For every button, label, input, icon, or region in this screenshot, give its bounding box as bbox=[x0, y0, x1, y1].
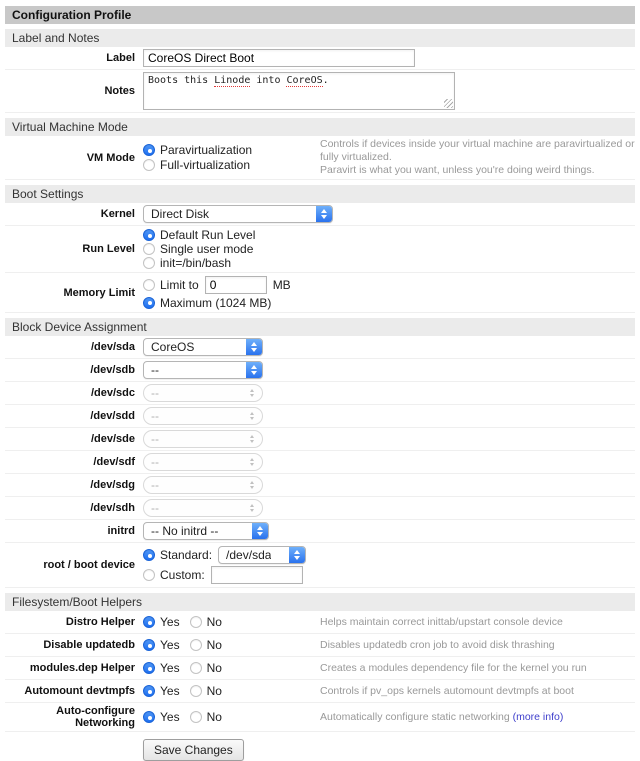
modules-dep-yes-radio[interactable] bbox=[143, 662, 155, 674]
section-filesystem-boot-helpers: Filesystem/Boot Helpers bbox=[5, 593, 635, 611]
memory-limit-input[interactable] bbox=[205, 276, 267, 294]
auto-configure-networking-help: Automatically configure static networking (more info) bbox=[320, 710, 564, 723]
device-row-sdf: /dev/sdf -- bbox=[5, 451, 635, 474]
page-title: Configuration Profile bbox=[5, 6, 635, 24]
helper-row-modules-dep: modules.dep Helper Yes No Creates a modules dependency file for the kernel you run bbox=[5, 657, 635, 680]
vm-mode-row: VM Mode Paravirtualization Full-virtualization Controls if devices inside your virtual machine are paravirtualized or fully virtualized. Paravirt is what you want, unless you're doing weird things. bbox=[5, 136, 635, 180]
run-level-row: Run Level Default Run Level Single user mode init=/bin/bash bbox=[5, 226, 635, 273]
device-row-sdh: /dev/sdh -- bbox=[5, 497, 635, 520]
vm-mode-help: Controls if devices inside your virtual machine are paravirtualized or fully virtualized. Paravirt is what you want, unless you're doing weird things. bbox=[320, 138, 635, 176]
root-standard-select[interactable]: /dev/sda bbox=[218, 546, 306, 564]
select-arrows-icon bbox=[245, 385, 259, 401]
root-custom-input[interactable] bbox=[211, 566, 303, 584]
label-field-label: Label bbox=[106, 52, 135, 64]
sda-select[interactable]: CoreOS bbox=[143, 338, 263, 356]
automount-devtmpfs-yes-radio[interactable] bbox=[143, 685, 155, 697]
initrd-row: initrd -- No initrd -- bbox=[5, 520, 635, 543]
notes-field-label: Notes bbox=[104, 85, 135, 97]
select-arrows-icon bbox=[289, 547, 305, 563]
notes-row bbox=[5, 70, 635, 113]
root-custom-radio[interactable] bbox=[143, 569, 155, 581]
run-level-label: Run Level bbox=[82, 243, 135, 255]
select-arrows-icon bbox=[252, 523, 268, 539]
modules-dep-no-radio[interactable] bbox=[190, 662, 202, 674]
automount-devtmpfs-help: Controls if pv_ops kernels automount devtmpfs at boot bbox=[320, 684, 574, 697]
auto-configure-networking-no-radio[interactable] bbox=[190, 711, 202, 723]
distro-helper-no-radio[interactable] bbox=[190, 616, 202, 628]
sdg-select: -- bbox=[143, 476, 263, 494]
section-boot-settings: Boot Settings bbox=[5, 185, 635, 203]
device-row-sdc: /dev/sdc -- bbox=[5, 382, 635, 405]
helper-row-networking: Auto-configure Networking Yes No Automatically configure static networking (more info) bbox=[5, 703, 635, 732]
memory-maximum-radio[interactable] bbox=[143, 297, 155, 309]
root-boot-device-label: root / boot device bbox=[43, 559, 135, 571]
device-row-sdd: /dev/sdd -- bbox=[5, 405, 635, 428]
run-level-default-radio[interactable] bbox=[143, 229, 155, 241]
helper-row-devtmpfs: Automount devtmpfs Yes No Controls if pv_ops kernels automount devtmpfs at boot bbox=[5, 680, 635, 703]
run-level-init-binbash-radio[interactable] bbox=[143, 257, 155, 269]
vm-mode-label: VM Mode bbox=[86, 151, 135, 164]
device-row-sdg: /dev/sdg -- bbox=[5, 474, 635, 497]
more-info-link[interactable]: (more info) bbox=[512, 710, 564, 723]
root-standard-radio[interactable] bbox=[143, 549, 155, 561]
sdf-select: -- bbox=[143, 453, 263, 471]
sdd-select: -- bbox=[143, 407, 263, 425]
label-row bbox=[5, 47, 635, 70]
helper-row-updatedb: Disable updatedb Yes No Disables updatedb cron job to avoid disk thrashing bbox=[5, 634, 635, 657]
select-arrows-icon bbox=[246, 339, 262, 355]
device-row-sdb: /dev/sdb -- bbox=[5, 359, 635, 382]
initrd-select[interactable]: -- No initrd -- bbox=[143, 522, 269, 540]
select-arrows-icon bbox=[245, 477, 259, 493]
section-label-and-notes: Label and Notes bbox=[5, 29, 635, 47]
select-arrows-icon bbox=[245, 500, 259, 516]
memory-unit-label: MB bbox=[272, 278, 291, 292]
vm-mode-paravirtualization-radio[interactable] bbox=[143, 144, 155, 156]
memory-limit-label: Memory Limit bbox=[63, 286, 135, 299]
sde-select: -- bbox=[143, 430, 263, 448]
run-level-single-user-radio[interactable] bbox=[143, 243, 155, 255]
select-arrows-icon bbox=[245, 408, 259, 424]
sdc-select: -- bbox=[143, 384, 263, 402]
section-block-device-assignment: Block Device Assignment bbox=[5, 318, 635, 336]
select-arrows-icon bbox=[245, 454, 259, 470]
select-arrows-icon bbox=[316, 206, 332, 222]
distro-helper-yes-radio[interactable] bbox=[143, 616, 155, 628]
automount-devtmpfs-no-radio[interactable] bbox=[190, 685, 202, 697]
memory-limit-to-radio[interactable] bbox=[143, 279, 155, 291]
notes-textarea[interactable]: Boots this Linode into CoreOS. bbox=[143, 72, 455, 110]
sdh-select: -- bbox=[143, 499, 263, 517]
helper-row-distro: Distro Helper Yes No Helps maintain correct inittab/upstart console device bbox=[5, 611, 635, 634]
disable-updatedb-no-radio[interactable] bbox=[190, 639, 202, 651]
auto-configure-networking-yes-radio[interactable] bbox=[143, 711, 155, 723]
select-arrows-icon bbox=[245, 431, 259, 447]
disable-updatedb-help: Disables updatedb cron job to avoid disk thrashing bbox=[320, 638, 555, 651]
root-boot-device-row: root / boot device Standard: /dev/sda Custom: bbox=[5, 543, 635, 588]
label-input[interactable] bbox=[143, 49, 415, 67]
save-changes-button[interactable]: Save Changes bbox=[143, 739, 244, 761]
modules-dep-help: Creates a modules dependency file for the kernel you run bbox=[320, 661, 587, 674]
kernel-select[interactable]: Direct Disk bbox=[143, 205, 333, 223]
device-row-sde: /dev/sde -- bbox=[5, 428, 635, 451]
device-row-sda: /dev/sda CoreOS bbox=[5, 336, 635, 359]
disable-updatedb-yes-radio[interactable] bbox=[143, 639, 155, 651]
vm-mode-full-virtualization-radio[interactable] bbox=[143, 159, 155, 171]
section-virtual-machine-mode: Virtual Machine Mode bbox=[5, 118, 635, 136]
kernel-label: Kernel bbox=[100, 208, 135, 220]
select-arrows-icon bbox=[246, 362, 262, 378]
distro-helper-help: Helps maintain correct inittab/upstart console device bbox=[320, 615, 563, 628]
memory-limit-row: Memory Limit Limit to 0 MB Maximum (1024 MB) bbox=[5, 273, 635, 313]
save-row bbox=[5, 732, 635, 761]
sdb-select[interactable]: -- bbox=[143, 361, 263, 379]
resize-grip-icon[interactable] bbox=[444, 99, 453, 108]
kernel-row bbox=[5, 203, 635, 226]
